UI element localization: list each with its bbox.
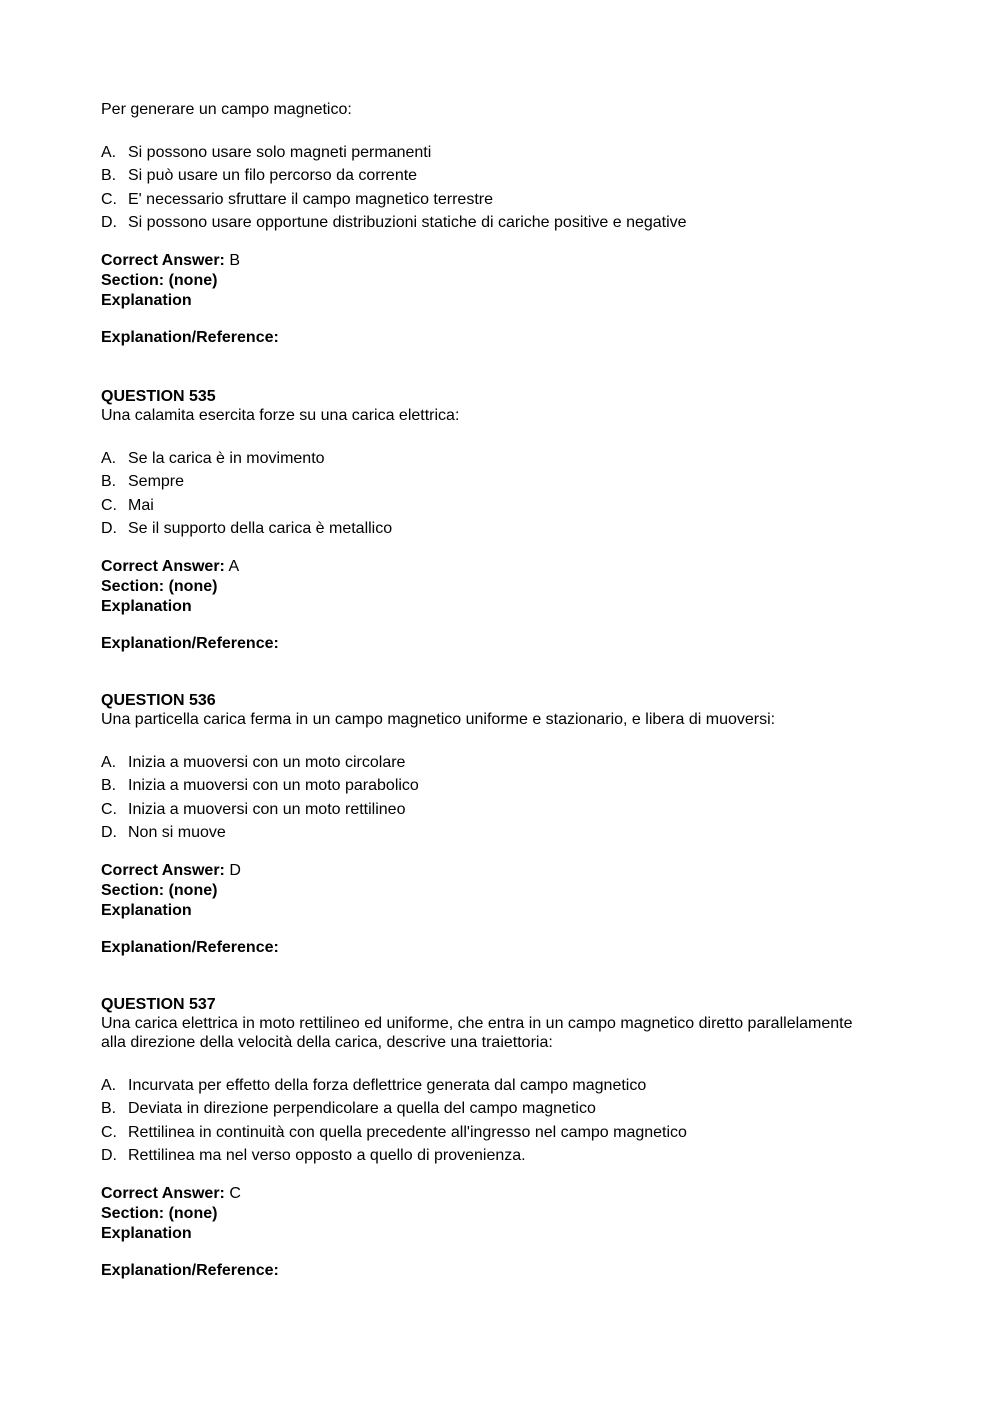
option-letter: A.	[101, 1077, 117, 1094]
option-text: Mai	[128, 496, 154, 514]
question-title: QUESTION 536	[101, 692, 216, 709]
correct-answer-label: Correct Answer:	[101, 558, 225, 576]
option-a	[101, 1074, 901, 1097]
option-text: Incurvata per effetto della forza deflettrice generata dal campo magnetico	[128, 1077, 647, 1094]
explanation-heading: Explanation	[101, 291, 192, 309]
option-d	[101, 211, 901, 234]
correct-answer-label: Correct Answer:	[101, 862, 225, 880]
question-title: QUESTION 535	[101, 388, 216, 405]
correct-answer-label: Correct Answer:	[101, 252, 225, 270]
option-letter: D.	[101, 519, 117, 537]
option-text: Inizia a muoversi con un moto circolare	[128, 754, 406, 771]
option-b	[101, 774, 901, 797]
options-list	[101, 447, 901, 540]
option-text: Se la carica è in movimento	[128, 450, 325, 467]
option-c	[101, 1121, 901, 1144]
section-line: Section: (none)	[101, 577, 218, 595]
options-list	[101, 751, 901, 844]
option-text: Inizia a muoversi con un moto rettilineo	[128, 800, 406, 818]
question-text: Per generare un campo magnetico:	[101, 101, 352, 118]
option-text: Inizia a muoversi con un moto parabolico	[128, 777, 419, 795]
option-letter: A.	[101, 754, 117, 771]
option-b	[101, 164, 901, 187]
correct-answer	[101, 861, 901, 881]
option-letter: C.	[101, 496, 117, 514]
explanation-reference: Explanation/Reference:	[101, 635, 279, 653]
option-c	[101, 188, 901, 211]
explanation-heading: Explanation	[101, 597, 192, 615]
answer-meta	[101, 1184, 901, 1243]
option-a	[101, 751, 901, 774]
correct-answer-label: Correct Answer:	[101, 1185, 225, 1203]
option-c	[101, 494, 901, 517]
explanation-heading: Explanation	[101, 1224, 192, 1242]
answer-meta	[101, 557, 901, 616]
option-text: E' necessario sfruttare il campo magnetico terrestre	[128, 190, 493, 208]
section-line: Section: (none)	[101, 1204, 218, 1222]
answer-meta	[101, 251, 901, 310]
question-535	[101, 387, 901, 653]
option-letter: D.	[101, 1146, 117, 1164]
correct-answer-value: A	[228, 558, 240, 576]
option-text: Si possono usare opportune distribuzioni statiche di cariche positive e negative	[128, 213, 687, 231]
section-line: Section: (none)	[101, 881, 218, 899]
correct-answer	[101, 251, 901, 271]
correct-answer-value: C	[229, 1185, 241, 1203]
section-line: Section: (none)	[101, 271, 218, 289]
option-text: Sempre	[128, 473, 185, 491]
option-letter: B.	[101, 777, 117, 795]
answer-meta	[101, 861, 901, 920]
question-title: QUESTION 537	[101, 996, 216, 1013]
question-536	[101, 691, 901, 957]
option-b	[101, 1097, 901, 1120]
option-b	[101, 470, 901, 493]
correct-answer-value: D	[229, 862, 241, 880]
option-d	[101, 821, 901, 844]
option-text: Rettilinea in continuità con quella precedente all'ingresso nel campo magnetico	[128, 1123, 687, 1141]
option-text: Se il supporto della carica è metallico	[128, 519, 393, 537]
question-text: Una particella carica ferma in un campo magnetico uniforme e stazionario, e libera di muoversi:	[101, 711, 776, 728]
explanation-reference: Explanation/Reference:	[101, 1262, 279, 1280]
option-text: Deviata in direzione perpendicolare a quella del campo magnetico	[128, 1100, 596, 1118]
option-a	[101, 141, 901, 164]
option-letter: B.	[101, 1100, 117, 1118]
option-letter: D.	[101, 213, 117, 231]
option-text: Rettilinea ma nel verso opposto a quello di provenienza.	[128, 1146, 526, 1164]
explanation-reference: Explanation/Reference:	[101, 939, 279, 957]
option-text: Si può usare un filo percorso da corrente	[128, 167, 418, 185]
question-text-line-1: Una carica elettrica in moto rettilineo ed uniforme, che entra in un campo magnetico diretto parallelamente	[101, 1015, 853, 1032]
option-letter: B.	[101, 473, 117, 491]
explanation-reference: Explanation/Reference:	[101, 329, 279, 347]
option-letter: C.	[101, 190, 117, 208]
option-letter: A.	[101, 144, 117, 161]
question-537	[101, 995, 901, 1280]
option-letter: B.	[101, 167, 117, 185]
option-text: Si possono usare solo magneti permanenti	[128, 144, 432, 161]
correct-answer	[101, 1184, 901, 1204]
question-text-line-2: alla direzione della velocità della carica, descrive una traiettoria:	[101, 1034, 553, 1051]
options-list	[101, 1074, 901, 1167]
option-d	[101, 1144, 901, 1167]
explanation-heading: Explanation	[101, 901, 192, 919]
option-letter: C.	[101, 800, 117, 818]
option-letter: A.	[101, 450, 117, 467]
option-letter: D.	[101, 823, 117, 841]
option-letter: C.	[101, 1123, 117, 1141]
question-534	[101, 100, 901, 347]
option-d	[101, 517, 901, 540]
option-c	[101, 798, 901, 821]
correct-answer-value: B	[229, 252, 241, 270]
option-a	[101, 447, 901, 470]
option-text: Non si muove	[128, 823, 226, 841]
question-text: Una calamita esercita forze su una carica elettrica:	[101, 407, 460, 424]
correct-answer	[101, 557, 901, 577]
options-list	[101, 141, 901, 234]
